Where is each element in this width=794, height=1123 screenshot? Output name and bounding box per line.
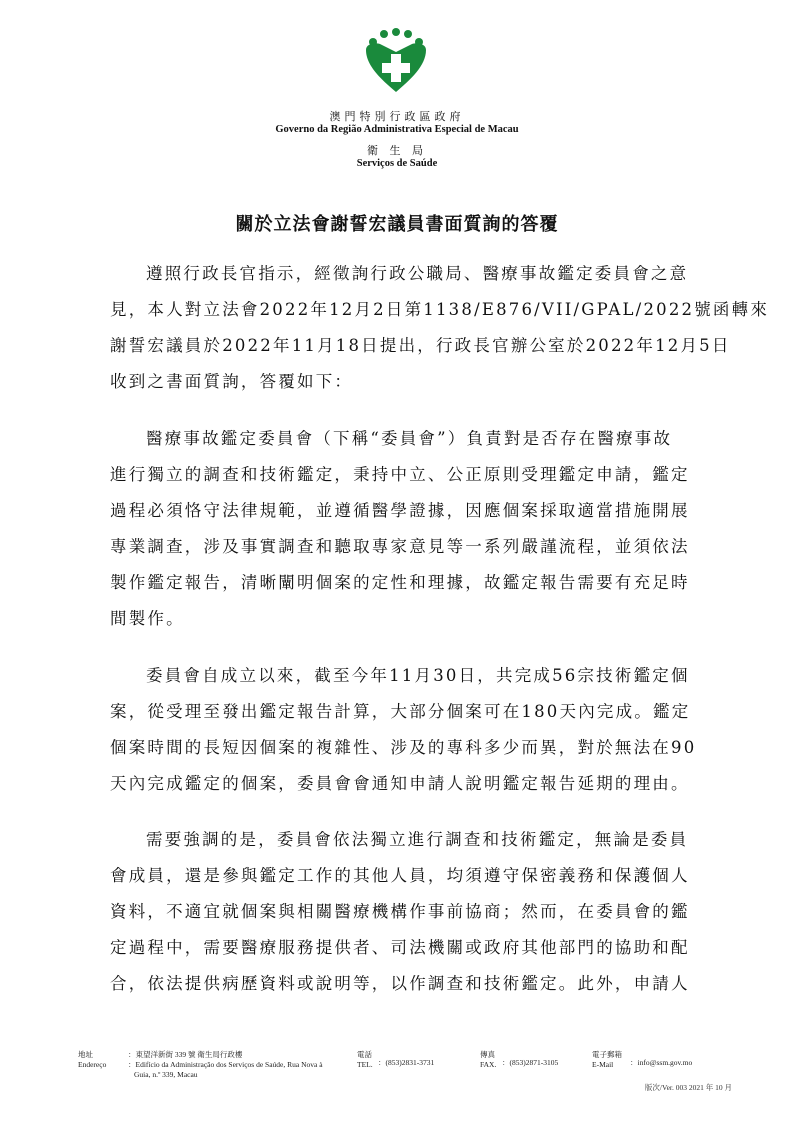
fax-label-pt: FAX. bbox=[480, 1060, 497, 1069]
address-label-zh: 地址 bbox=[78, 1050, 93, 1059]
fax-value: ：(853)2871-3105 bbox=[502, 1058, 559, 1067]
paragraph-3 bbox=[110, 658, 697, 802]
paragraph-line: 合，依法提供病歷資料或說明等，以作調查和技術鑑定。此外，申請人 bbox=[110, 974, 690, 993]
paragraph-line: 天內完成鑑定的個案，委員會會通知申請人說明鑑定報告延期的理由。 bbox=[110, 774, 690, 793]
tel-value: ：(853)2831-3731 bbox=[378, 1058, 435, 1067]
government-name-pt: Governo da Região Administrativa Especial de Macau bbox=[275, 124, 519, 135]
footer-fax-label bbox=[480, 1050, 496, 1070]
paragraph-line: 收到之書面質詢，答覆如下： bbox=[110, 372, 354, 391]
version-label: 版次/Ver. 003 2021 年 10 月 bbox=[644, 1083, 732, 1092]
footer-tel-label bbox=[357, 1050, 373, 1070]
tel-label-zh: 電話 bbox=[357, 1050, 372, 1059]
address-pt-line-2: Guia, n.º 339, Macau bbox=[134, 1070, 198, 1079]
footer-address-label bbox=[78, 1050, 106, 1070]
address-pt-line-1: ：Edifício da Administração dos Serviços de Saúde, Rua Nova à bbox=[128, 1060, 323, 1069]
email-label-pt: E-Mail bbox=[592, 1060, 614, 1069]
paragraph-line: 醫療事故鑑定委員會（下稱“委員會”）負責對是否存在醫療事故 bbox=[146, 429, 673, 448]
department-name-zh: 衛 生 局 bbox=[367, 144, 427, 157]
paragraph-line: 製作鑑定報告，清晰闡明個案的定性和理據，故鑑定報告需要有充足時 bbox=[110, 573, 690, 592]
paragraph-line: 委員會自成立以來，截至今年11月30日，共完成56宗技術鑑定個 bbox=[146, 666, 690, 685]
department-name-pt: Serviços de Saúde bbox=[356, 158, 438, 169]
fax-label-zh: 傳真 bbox=[480, 1050, 495, 1059]
paragraph-line: 資料，不適宜就個案與相關醫療機構作事前協商；然而，在委員會的鑑 bbox=[110, 902, 690, 921]
address-label-pt: Endereço bbox=[78, 1060, 107, 1069]
paragraph-1 bbox=[110, 256, 770, 400]
footer-address-value bbox=[128, 1050, 343, 1080]
document-title: 關於立法會謝誓宏議員書面質詢的答覆 bbox=[235, 214, 559, 235]
paragraph-line: 見，本人對立法會2022年12月2日第1138/E876/VII/GPAL/2022號函轉來 bbox=[110, 300, 770, 319]
paragraph-2 bbox=[110, 421, 690, 637]
paragraph-line: 需要強調的是，委員會依法獨立進行調查和技術鑑定，無論是委員 bbox=[146, 830, 689, 849]
paragraph-line: 個案時間的長短因個案的複雜性、涉及的專科多少而異，對於無法在90 bbox=[110, 738, 697, 757]
paragraph-line: 會成員，還是參與鑑定工作的其他人員，均須遵守保密義務和保護個人 bbox=[110, 866, 690, 885]
government-name-zh: 澳門特別行政區政府 bbox=[329, 110, 465, 123]
paragraph-line: 過程必須恪守法律規範，並遵循醫學證據，因應個案採取適當措施開展 bbox=[110, 501, 690, 520]
paragraph-line: 專業調查，涉及事實調查和聽取專家意見等一系列嚴謹流程，並須依法 bbox=[110, 537, 690, 556]
document-title-wrap bbox=[0, 210, 794, 236]
health-bureau-logo-icon bbox=[362, 28, 430, 94]
paragraph-line: 案，從受理至發出鑑定報告計算，大部分個案可在180天內完成。鑑定 bbox=[110, 702, 691, 721]
tel-label-pt: TEL. bbox=[357, 1060, 373, 1069]
paragraph-line: 謝誓宏議員於2022年11月18日提出，行政長官辦公室於2022年12月5日 bbox=[110, 336, 731, 355]
email-label-zh: 電子郵箱 bbox=[592, 1050, 622, 1059]
paragraph-line: 進行獨立的調查和技術鑑定，秉持中立、公正原則受理鑑定申請，鑑定 bbox=[110, 465, 690, 484]
paragraph-line: 遵照行政長官指示，經徵詢行政公職局、醫療事故鑑定委員會之意 bbox=[146, 264, 689, 283]
paragraph-4 bbox=[110, 822, 690, 1002]
email-value: ：info@ssm.gov.mo bbox=[630, 1058, 693, 1067]
address-zh: ：東望洋新街 339 號 衛生局行政樓 bbox=[128, 1050, 243, 1059]
paragraph-line: 定過程中，需要醫療服務提供者、司法機關或政府其他部門的協助和配 bbox=[110, 938, 690, 957]
footer-email-label bbox=[592, 1050, 622, 1070]
paragraph-line: 間製作。 bbox=[110, 609, 185, 628]
